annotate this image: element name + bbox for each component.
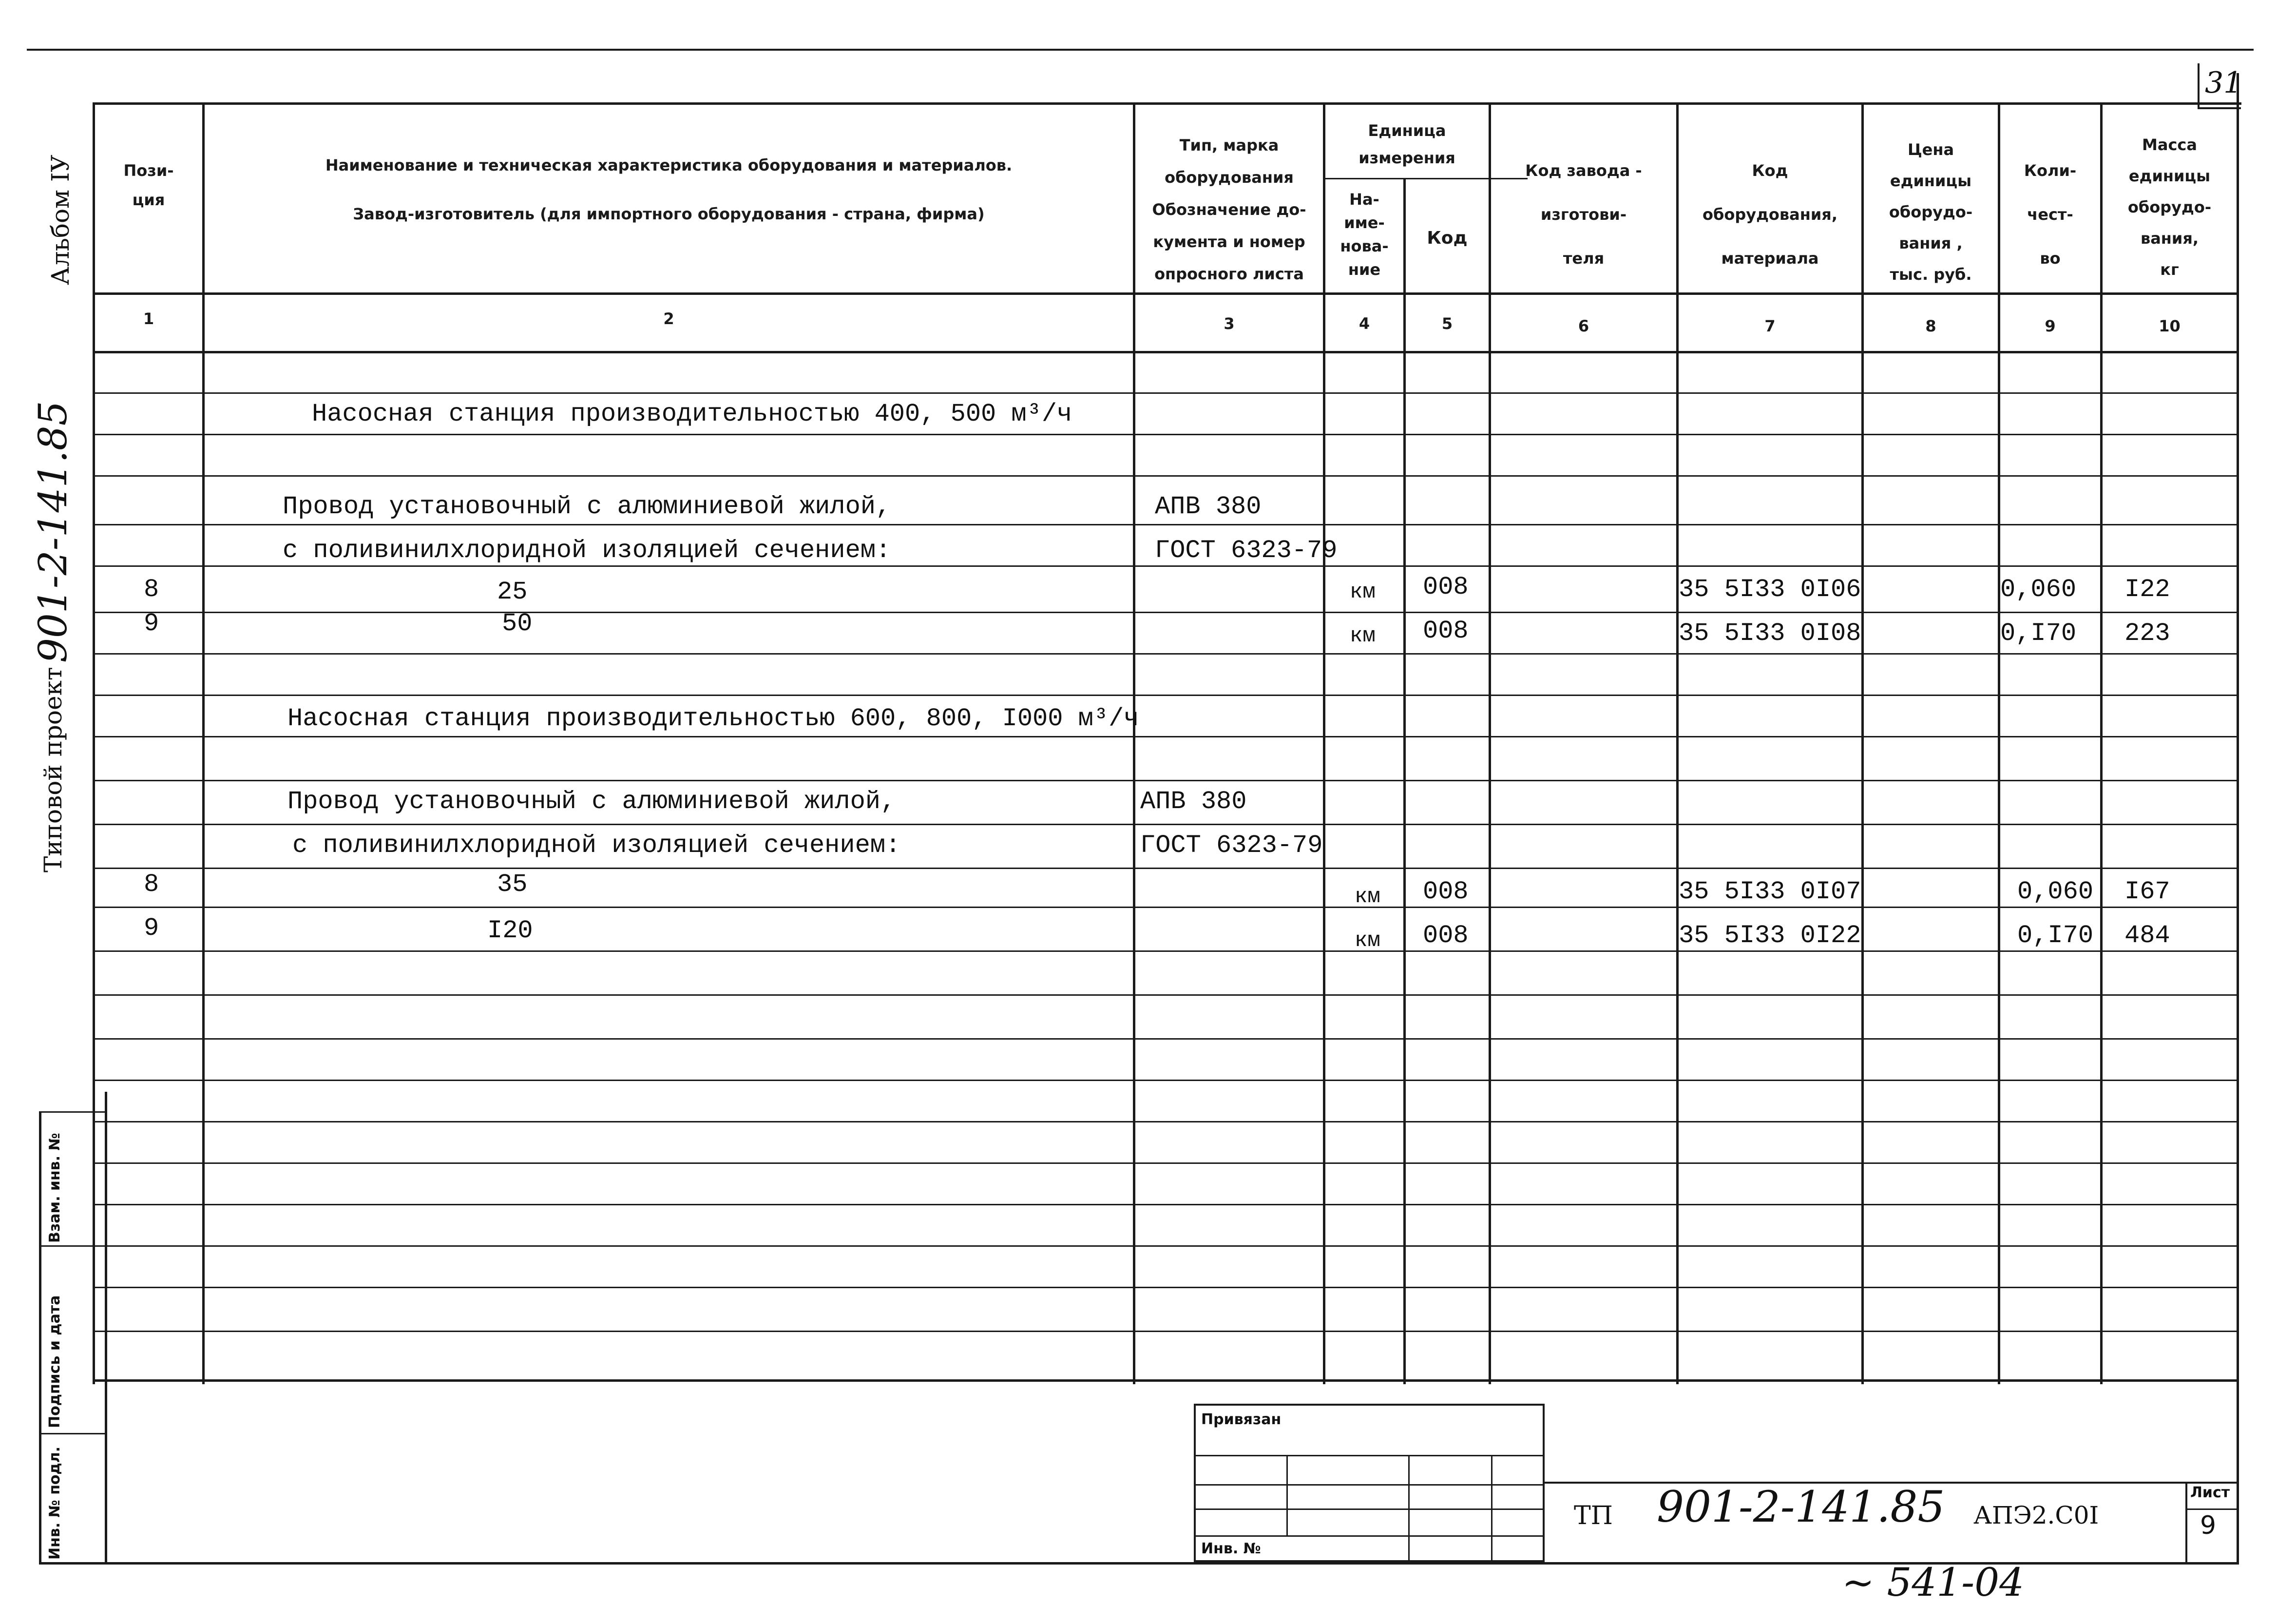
row-material-code: 35 5I33 0I07 (1679, 877, 1861, 906)
stamp-label-inventory: Инв. № подл. (46, 1446, 63, 1560)
row-material-code: 35 5I33 0I08 (1679, 619, 1861, 648)
col-number-7: 7 (1764, 317, 1776, 335)
inventory-label: Инв. № (1201, 1540, 1261, 1557)
item-description: Провод установочный с алюминиевой жилой, (283, 492, 891, 521)
project-caption-side: Типовой проект (39, 667, 67, 872)
col-number-4: 4 (1358, 314, 1370, 333)
row-quantity: 0,060 (2000, 575, 2077, 604)
row-quantity: 0,I70 (2000, 619, 2077, 648)
header-type: Тип, марка оборудования Обозначение до- кумента и номер опросного листа (1152, 136, 1306, 283)
row-position: 9 (144, 914, 159, 943)
item-standard: ГОСТ 6323-79 (1140, 831, 1323, 860)
sheet-number: 9 (2200, 1511, 2217, 1540)
row-material-code: 35 5I33 0I06 (1679, 575, 1861, 604)
header-factory-code: Код завода - изготови- теля (1525, 161, 1642, 268)
project-number-side: 901-2-141.85 (30, 401, 76, 663)
row-unit: км (1355, 885, 1380, 909)
header-unit-code: Код (1427, 228, 1468, 248)
stamp-label-signature: Подпись и дата (46, 1295, 63, 1428)
col-number-8: 8 (1925, 317, 1936, 335)
col-number-5: 5 (1441, 314, 1453, 333)
row-unit: км (1350, 624, 1376, 648)
item-standard: ГОСТ 6323-79 (1155, 536, 1338, 565)
section-title: Насосная станция производительностью 600, 800, I000 м³/ч (287, 704, 1139, 733)
header-quantity: Коли- чест- во (2024, 161, 2077, 268)
row-name: I20 (487, 916, 533, 945)
row-name: 50 (502, 609, 533, 638)
row-unit-code: 008 (1423, 877, 1469, 906)
row-unit: км (1350, 580, 1376, 604)
header-unit-name: На- име- нова- ние (1340, 190, 1389, 279)
bottom-scrawl: ~ 541-04 (1842, 1560, 2024, 1604)
row-quantity: 0,060 (2017, 877, 2094, 906)
col-number-2: 2 (663, 309, 674, 328)
header-name-line2: Завод-изготовитель (для импортного оборудования - страна, фирма) (353, 205, 985, 223)
row-position: 8 (144, 575, 159, 604)
header-material-code: Код оборудования, материала (1703, 161, 1837, 268)
item-description: с поливинилхлоридной изоляцией сечением: (283, 536, 891, 565)
col-number-10: 10 (2159, 317, 2181, 335)
album-label: Альбом IУ (46, 155, 75, 285)
row-unit-code: 008 (1423, 921, 1469, 950)
header-unit-group: Единица измерения (1358, 121, 1455, 167)
header-mass: Масса единицы оборудо- вания, кг (2127, 135, 2212, 279)
header-name-line1: Наименование и техническая характеристика оборудования и материалов. (325, 156, 1013, 174)
row-mass: 484 (2124, 921, 2170, 950)
item-description: с поливинилхлоридной изоляцией сечением: (292, 831, 901, 860)
row-unit-code: 008 (1423, 617, 1469, 645)
corner-sheet-number: 31 (2205, 66, 2242, 100)
tp-label: ТП (1574, 1501, 1613, 1530)
row-mass: I22 (2124, 575, 2170, 604)
row-unit-code: 008 (1423, 573, 1469, 601)
header-price: Цена единицы оборудо- вания , тыс. руб. (1889, 140, 1973, 284)
row-position: 9 (144, 609, 159, 638)
header-position: Пози- ция (123, 161, 174, 209)
row-mass: I67 (2124, 877, 2170, 906)
item-description: Провод установочный с алюминиевой жилой, (287, 787, 896, 816)
row-mass: 223 (2124, 619, 2170, 648)
item-type: АПВ 380 (1155, 492, 1262, 521)
sheet-label: Лист (2190, 1484, 2230, 1501)
row-name: 35 (497, 870, 528, 899)
stamp-label-replace: Взам. инв. № (46, 1133, 63, 1243)
col-number-1: 1 (143, 309, 154, 328)
document-code: АПЭ2.С0I (1973, 1501, 2099, 1529)
attached-label: Привязан (1201, 1411, 1282, 1428)
row-position: 8 (144, 870, 159, 899)
col-number-6: 6 (1578, 317, 1589, 335)
row-quantity: 0,I70 (2017, 921, 2094, 950)
row-name: 25 (497, 578, 528, 606)
col-number-9: 9 (2045, 317, 2056, 335)
project-number: 901-2-141.85 (1657, 1482, 1945, 1532)
row-unit: км (1355, 928, 1380, 953)
row-material-code: 35 5I33 0I22 (1679, 921, 1861, 950)
section-title: Насосная станция производительностью 400, 500 м³/ч (312, 400, 1072, 428)
col-number-3: 3 (1224, 314, 1235, 333)
item-type: АПВ 380 (1140, 787, 1247, 816)
